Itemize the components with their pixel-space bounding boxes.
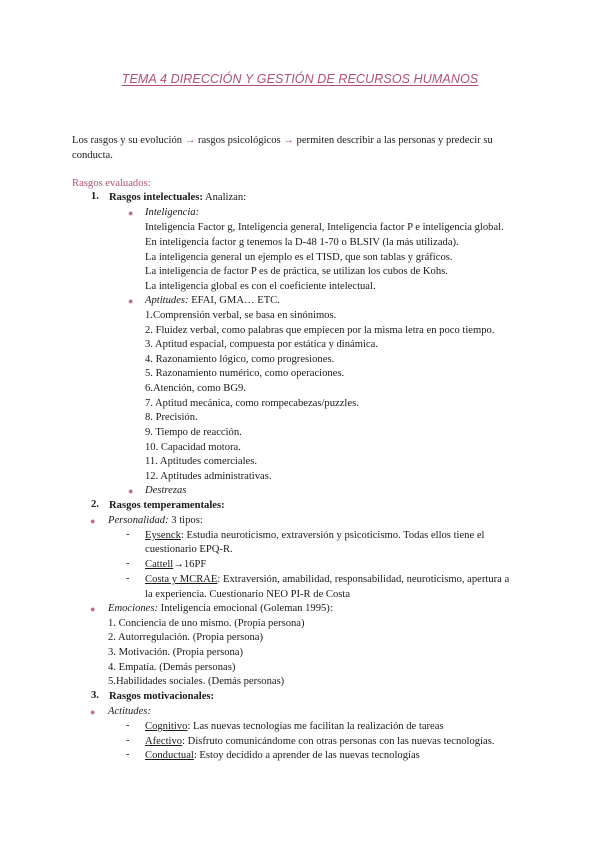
actitud-desc: : Disfruto comunicándome con otras personas con las nuevas tecnologías.: [182, 736, 495, 747]
personalidad-heading: [108, 514, 203, 528]
cattell-name: Cattell: [145, 559, 174, 570]
inteligencia-label: Inteligencia:: [145, 207, 200, 218]
costa-line-2: la experiencia. Cuestionario NEO PI-R de Costa: [145, 589, 351, 600]
actitud-desc: : Estoy decidido a aprender de las nuevas tecnologías: [193, 750, 420, 761]
dash-icon: -: [126, 573, 130, 584]
aptitud-item: 4. Razonamiento lógico, como progresiones.: [145, 354, 335, 365]
aptitudes-rest: EFAI, GMA… ETC.: [191, 295, 280, 306]
section-3-title: Rasgos motivacionales:: [109, 691, 215, 702]
emocion-item: 1. Conciencia de uno mismo. (Propia persona): [108, 618, 305, 629]
aptitud-item: 2. Fluidez verbal, como palabras que empiecen por la misma letra en poco tiempo.: [145, 325, 495, 336]
arrow-icon: →: [173, 559, 184, 570]
emocion-item: 4. Empatía. (Demás personas): [108, 662, 236, 673]
aptitud-item: 8. Precisión.: [145, 412, 198, 423]
inteligencia-line: En inteligencia factor g tenemos la D-48 1-70 o BLSIV (la más utilizada).: [145, 237, 459, 248]
emociones-label: Emociones:: [108, 603, 159, 614]
aptitud-item: 3. Aptitud espacial, compuesta por estática y dinámica.: [145, 339, 378, 350]
actitud-name: Afectivo: [145, 736, 183, 747]
emocion-item: 5.Habilidades sociales. (Demás personas): [108, 676, 285, 687]
eysenck-line: [145, 529, 484, 543]
section-2-title: Rasgos temperamentales:: [109, 500, 225, 511]
bullet-icon: ●: [128, 296, 134, 306]
eysenck-line-2: cuestionario EPQ-R.: [145, 544, 233, 555]
arrow-icon: →: [283, 135, 294, 146]
eysenck-desc: : Estudia neuroticismo, extraversión y psicoticismo. Todas ellos tiene el: [180, 530, 485, 541]
intro-line-1: [72, 134, 493, 148]
aptitudes-heading: [145, 294, 280, 308]
aptitud-item: 10. Capacidad motora.: [145, 442, 241, 453]
dash-icon: -: [126, 720, 130, 731]
intro-part-1: Los rasgos y su evolución: [72, 135, 183, 146]
aptitud-item: 7. Aptitud mecánica, como rompecabezas/puzzles.: [145, 398, 359, 409]
section-1-title-rest: Analizan:: [204, 192, 247, 203]
section-label: Rasgos evaluados:: [72, 178, 151, 189]
section-1-number: 1.: [91, 191, 99, 202]
emociones-rest: Inteligencia emocional (Goleman 1995):: [160, 603, 333, 614]
actitud-desc: : Las nuevas tecnologías me facilitan la realización de tareas: [187, 721, 444, 732]
actitud-item: [145, 735, 495, 749]
intro-part-2: rasgos psicológicos: [197, 135, 281, 146]
inteligencia-line: La inteligencia de factor P es de práctica, se utilizan los cubos de Kohs.: [145, 266, 448, 277]
intro-part-3: permiten describir a las personas y predecir su: [296, 135, 493, 146]
dash-icon: -: [126, 529, 130, 540]
dash-icon: -: [126, 558, 130, 569]
inteligencia-line: La inteligencia global es con el coeficiente intelectual.: [145, 281, 376, 292]
section-2-number: 2.: [91, 499, 99, 510]
destrezas-label: Destrezas: [145, 485, 187, 496]
section-1-heading: [109, 191, 246, 205]
costa-line: [145, 573, 509, 587]
aptitud-item: 6.Atención, como BG9.: [145, 383, 246, 394]
emocion-item: 3. Motivación. (Propia persona): [108, 647, 244, 658]
aptitud-item: 1.Comprensión verbal, se basa en sinónimos.: [145, 310, 337, 321]
section-3-number: 3.: [91, 690, 99, 701]
cattell-line: [145, 558, 206, 572]
inteligencia-line: La inteligencia general un ejemplo es el TISD, que son tablas y gráficos.: [145, 252, 453, 263]
intro-line-2: conducta.: [72, 150, 113, 161]
inteligencia-line: Inteligencia Factor g, Inteligencia general, Inteligencia factor P e inteligencia global.: [145, 222, 504, 233]
costa-desc: : Extraversión, amabilidad, responsabilidad, neuroticismo, apertura a: [217, 574, 510, 585]
aptitud-item: 12. Aptitudes administrativas.: [145, 471, 272, 482]
personalidad-rest: 3 tipos:: [171, 515, 203, 526]
dash-icon: -: [126, 749, 130, 760]
emociones-heading: [108, 602, 333, 616]
actitud-name: Cognitivo: [145, 721, 188, 732]
actitud-name: Conductual: [145, 750, 194, 761]
document-title: TEMA 4 DIRECCIÓN Y GESTIÓN DE RECURSOS HUMANOS: [121, 72, 479, 86]
bullet-icon: ●: [128, 486, 134, 496]
actitud-item: [145, 720, 444, 734]
aptitudes-label: Aptitudes:: [145, 295, 189, 306]
bullet-icon: ●: [90, 604, 96, 614]
actitudes-label: Actitudes:: [108, 706, 151, 717]
actitud-item: [145, 749, 420, 763]
dash-icon: -: [126, 735, 130, 746]
aptitud-item: 9. Tiempo de reacción.: [145, 427, 242, 438]
aptitud-item: 5. Razonamiento numérico, como operaciones.: [145, 368, 345, 379]
aptitud-item: 11. Aptitudes comerciales.: [145, 456, 257, 467]
bullet-icon: ●: [90, 516, 96, 526]
bullet-icon: ●: [90, 707, 96, 717]
emocion-item: 2. Autorregulación. (Propia persona): [108, 632, 264, 643]
cattell-desc: 16PF: [183, 559, 207, 570]
section-1-title: Rasgos intelectuales:: [109, 192, 203, 203]
costa-name: Costa y MCRAE: [145, 574, 218, 585]
personalidad-label: Personalidad:: [108, 515, 169, 526]
eysenck-name: Eysenck: [145, 530, 181, 541]
arrow-icon: →: [184, 135, 196, 146]
bullet-icon: ●: [128, 208, 134, 218]
